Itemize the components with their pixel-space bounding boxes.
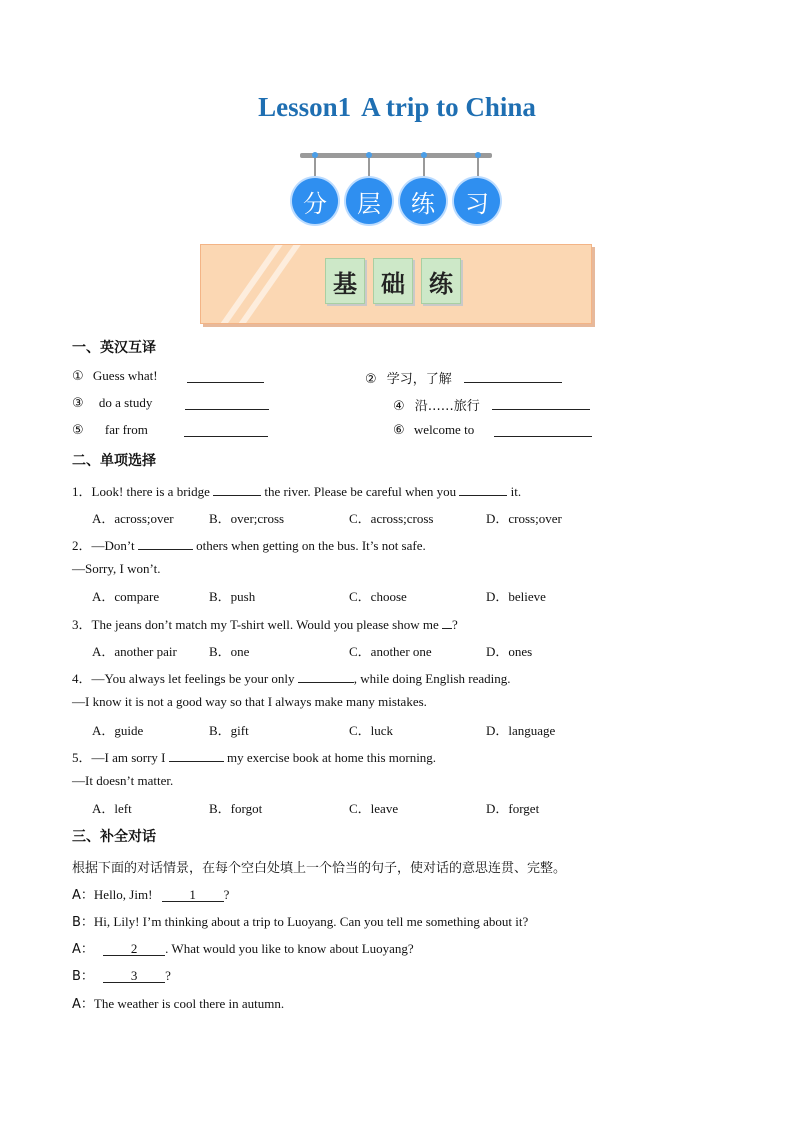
option-b[interactable]: B．push bbox=[209, 589, 256, 604]
dialogue-text: ? bbox=[223, 887, 230, 902]
hanger-string bbox=[314, 156, 316, 180]
question-text: others when getting on the bus. It’s not safe. bbox=[196, 538, 426, 553]
badge-circle: 分 bbox=[292, 178, 338, 224]
hanger-dot bbox=[475, 152, 481, 158]
question-text: ? bbox=[452, 617, 458, 632]
question-3 bbox=[72, 614, 458, 633]
translation-item bbox=[393, 395, 480, 414]
translation-item bbox=[72, 368, 158, 384]
answer-blank[interactable] bbox=[169, 747, 224, 762]
translation-item bbox=[393, 422, 474, 438]
item-number: ⑥ bbox=[393, 423, 405, 438]
dialogue-text: . What would you like to know about Luoyang? bbox=[165, 941, 414, 956]
answer-blank[interactable] bbox=[184, 422, 268, 437]
option-d[interactable]: D．cross;over bbox=[486, 511, 562, 526]
speaker-label: A： bbox=[72, 942, 94, 957]
hanger-bar bbox=[300, 153, 492, 158]
translation-item bbox=[72, 395, 152, 411]
answer-blank[interactable] bbox=[103, 968, 165, 983]
question-text: it. bbox=[510, 484, 522, 499]
dialogue-text: ? bbox=[165, 968, 171, 983]
answer-blank[interactable] bbox=[103, 941, 165, 956]
hanger-string bbox=[368, 156, 370, 180]
option-c[interactable]: C．leave bbox=[349, 801, 399, 816]
hanger-string bbox=[423, 156, 425, 180]
question-response: —Sorry, I won’t. bbox=[72, 561, 161, 576]
blank-number: 2 bbox=[130, 941, 138, 956]
answer-blank[interactable] bbox=[492, 395, 590, 410]
translation-item bbox=[72, 422, 148, 438]
instruction-text: 根据下面的对话情景，在每个空白处填上一个恰当的句子，使对话的意思连贯、完整。 bbox=[72, 861, 567, 876]
item-number: ③ bbox=[72, 396, 84, 411]
option-a[interactable]: A．another pair bbox=[92, 644, 177, 659]
section-heading: 三、补全对话 bbox=[72, 829, 156, 845]
question-text: 2．—Don’t bbox=[72, 538, 135, 553]
dialogue-line bbox=[72, 965, 171, 984]
speaker-label: A： bbox=[72, 997, 94, 1012]
question-4 bbox=[72, 668, 511, 687]
option-c[interactable]: C．luck bbox=[349, 723, 394, 738]
item-text: 学习，了解 bbox=[386, 372, 452, 387]
question-5 bbox=[72, 747, 436, 766]
question-text: the river. Please be careful when you bbox=[264, 484, 457, 499]
option-a[interactable]: A．across;over bbox=[92, 511, 174, 526]
blank-number: 3 bbox=[130, 968, 138, 983]
section-heading: 二、单项选择 bbox=[72, 453, 156, 469]
speaker-label: B： bbox=[72, 969, 94, 984]
item-text: welcome to bbox=[413, 422, 475, 437]
answer-blank[interactable] bbox=[298, 668, 354, 683]
speaker-label: B： bbox=[72, 915, 94, 930]
answer-blank[interactable] bbox=[459, 481, 507, 496]
translation-item bbox=[365, 368, 452, 387]
section-heading: 一、英汉互译 bbox=[72, 340, 156, 356]
option-b[interactable]: B．forgot bbox=[209, 801, 263, 816]
option-c[interactable]: C．choose bbox=[349, 589, 407, 604]
badge-circle: 练 bbox=[400, 178, 446, 224]
banner-tile: 础 bbox=[373, 258, 413, 304]
dialogue-text: Hello, Jim! bbox=[93, 887, 153, 902]
answer-blank[interactable] bbox=[162, 887, 224, 902]
dialogue-text: The weather is cool there in autumn. bbox=[93, 996, 285, 1011]
option-a[interactable]: A．guide bbox=[92, 723, 144, 738]
answer-blank[interactable] bbox=[187, 368, 264, 383]
banner-tile: 基 bbox=[325, 258, 365, 304]
hanger-dot bbox=[421, 152, 427, 158]
item-text: Guess what! bbox=[92, 368, 158, 383]
badge-circle: 习 bbox=[454, 178, 500, 224]
question-text: 5．—I am sorry I bbox=[72, 750, 166, 765]
question-text: my exercise book at home this morning. bbox=[227, 750, 437, 765]
option-b[interactable]: B．one bbox=[209, 644, 250, 659]
option-d[interactable]: D．ones bbox=[486, 644, 533, 659]
option-a[interactable]: A．left bbox=[92, 801, 132, 816]
banner-stripe bbox=[201, 244, 286, 324]
hanger-dot bbox=[366, 152, 372, 158]
hanger-string bbox=[477, 156, 479, 180]
option-c[interactable]: C．across;cross bbox=[349, 511, 434, 526]
question-1 bbox=[72, 481, 521, 500]
question-response: —I know it is not a good way so that I always make many mistakes. bbox=[72, 694, 427, 709]
title-lesson: Lesson1 bbox=[258, 92, 352, 122]
option-a[interactable]: A．compare bbox=[92, 589, 160, 604]
option-b[interactable]: B．over;cross bbox=[209, 511, 285, 526]
dialogue-line bbox=[72, 884, 229, 903]
answer-blank[interactable] bbox=[442, 614, 452, 629]
dialogue-text: Hi, Lily! I’m thinking about a trip to Luoyang. Can you tell me something about it? bbox=[93, 914, 529, 929]
question-text: 3．The jeans don’t match my T-shirt well. Would you please show me bbox=[72, 617, 439, 632]
item-text: do a study bbox=[98, 395, 153, 410]
answer-blank[interactable] bbox=[213, 481, 261, 496]
item-number: ④ bbox=[393, 399, 405, 414]
dialogue-line bbox=[72, 993, 284, 1012]
question-text: 4．—You always let feelings be your only bbox=[72, 671, 295, 686]
item-text: far from bbox=[104, 422, 148, 437]
option-b[interactable]: B．gift bbox=[209, 723, 249, 738]
item-number: ⑤ bbox=[72, 423, 84, 438]
banner-tile: 练 bbox=[421, 258, 461, 304]
badge-circle: 层 bbox=[346, 178, 392, 224]
question-text: 1．Look! there is a bridge bbox=[72, 484, 210, 499]
page-title bbox=[0, 92, 794, 123]
question-text: , while doing English reading. bbox=[353, 671, 511, 686]
answer-blank[interactable] bbox=[464, 368, 562, 383]
item-number: ② bbox=[365, 372, 377, 387]
blank-number: 1 bbox=[189, 887, 196, 902]
item-number: ① bbox=[72, 369, 84, 384]
answer-blank[interactable] bbox=[494, 422, 592, 437]
dialogue-line bbox=[72, 938, 414, 957]
title-topic: A trip to China bbox=[361, 92, 536, 122]
question-2 bbox=[72, 535, 426, 554]
option-d[interactable]: D．believe bbox=[486, 589, 546, 604]
question-response: —It doesn’t matter. bbox=[72, 773, 174, 788]
dialogue-line bbox=[72, 911, 528, 930]
answer-blank[interactable] bbox=[138, 535, 193, 550]
option-c[interactable]: C．another one bbox=[349, 644, 432, 659]
option-d[interactable]: D．language bbox=[486, 723, 556, 738]
item-text: 沿……旅行 bbox=[414, 399, 480, 414]
option-d[interactable]: D．forget bbox=[486, 801, 540, 816]
hanger-dot bbox=[312, 152, 318, 158]
speaker-label: A： bbox=[72, 888, 94, 903]
answer-blank[interactable] bbox=[185, 395, 269, 410]
